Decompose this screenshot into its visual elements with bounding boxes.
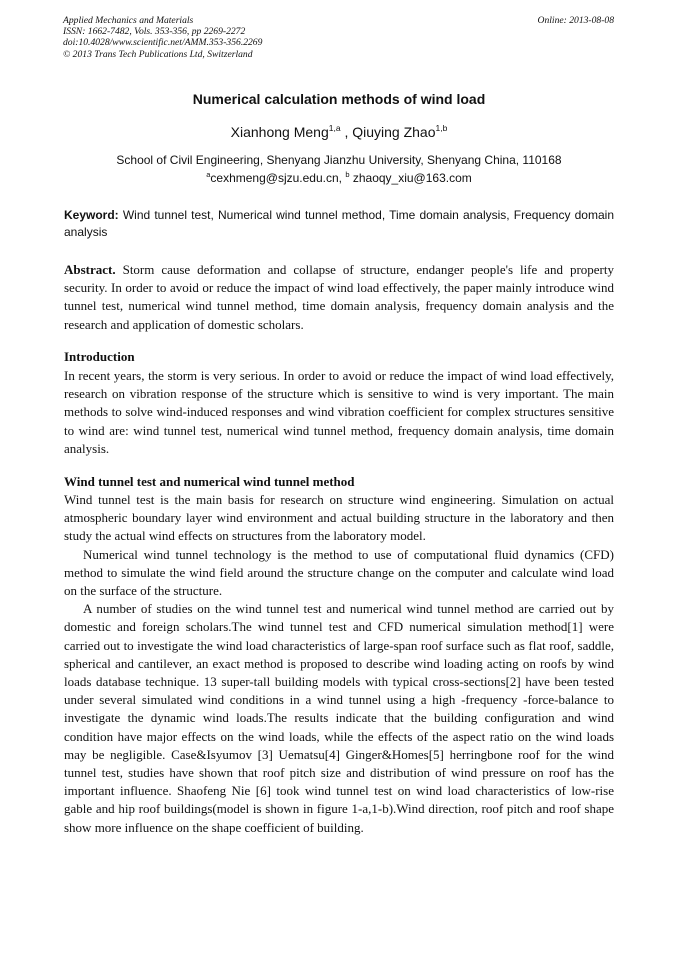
wind-tunnel-paragraph-1: Wind tunnel test is the main basis for research on structure wind engineering. Simulation on actual atmospheric boundary layer wind environment and actual building structure in the laboratory and then study the actual wind effects on structures from the laboratory model. bbox=[64, 492, 614, 544]
abstract-label: Abstract. bbox=[64, 262, 116, 277]
keywords bbox=[64, 207, 614, 241]
section-heading-introduction: Introduction bbox=[64, 349, 135, 364]
affiliation: School of Civil Engineering, Shenyang Jianzhu University, Shenyang China, 110168 bbox=[116, 153, 562, 167]
author-1-affiliation-mark: 1,a bbox=[328, 123, 341, 133]
issn-line: ISSN: 1662-7482, Vols. 353-356, pp 2269-2272 bbox=[63, 26, 246, 38]
keyword-label: Keyword: bbox=[64, 208, 119, 222]
wind-tunnel-paragraph-3: A number of studies on the wind tunnel test and numerical wind tunnel method are carried out by domestic and foreign scholars.The wind tunnel test and CFD numerical simulation method[1] were carried out to investigate the wind load characteristics of large-span roof surface such as flat roof, saddle, spherical and cantilever, an exact method is proposed to describe wind loading acting on roofs by wind loads database technique. 13 super-tall building models with typical cross-sections[2] have been tested under several simulated wind conditions in a wind tunnel using a high -frequency -force-balance to investigate the dynamic wind loads.The results indicate that the building configuration and wind condition have major effects on the wind loads, while the effects of the aspect ratio on the wind loads may be negligible. Case&Isyumov [3] Uematsu[4] Ginger&Homes[5] herringbone roof for the wind tunnel test, studies have shown that roof pitch size and distribution of wind pressure on roof has the important influence. Shaofeng Nie [6] took wind tunnel test on wind load characteristics of low-rise gable and hip roof buildings(model is shown in figure 1-a,1-b).Wind direction, roof pitch and roof shape show more influence on the shape coefficient of building. bbox=[64, 601, 614, 835]
author-1: Xianhong Meng bbox=[230, 124, 329, 140]
online-date bbox=[538, 15, 614, 26]
abstract-text: Storm cause deformation and collapse of structure, endanger people's life and property security. In order to avoid or reduce the impact of wind load effectively, the paper mainly introduce wind tunnel test, numerical wind tunnel method, time domain analysis, frequency domain analysis and the research and application of domestic scholars. bbox=[64, 262, 614, 332]
wind-tunnel-section bbox=[64, 491, 614, 837]
paper-title: Numerical calculation methods of wind load bbox=[192, 91, 486, 107]
author-line bbox=[0, 124, 678, 140]
journal-header bbox=[63, 15, 262, 60]
doi-line[interactable]: doi:10.4028/www.scientific.net/AMM.353-356.2269 bbox=[63, 37, 263, 49]
email-a-mark: a bbox=[206, 170, 211, 179]
copyright-line: © 2013 Trans Tech Publications Ltd, Switzerland bbox=[63, 48, 253, 60]
email-b[interactable]: zhaoqy_xiu@163.com bbox=[352, 171, 472, 185]
wind-tunnel-paragraph-2: Numerical wind tunnel technology is the method to use of computational fluid dynamics (CFD) method to simulate the wind field around the structure change on the computer and calculate wind load on the surface of the structure. bbox=[64, 546, 614, 599]
author-2-affiliation-mark: 1,b bbox=[435, 123, 448, 133]
section-heading-wind-tunnel: Wind tunnel test and numerical wind tunnel method bbox=[64, 474, 355, 489]
introduction-section bbox=[64, 367, 614, 458]
abstract bbox=[64, 261, 614, 334]
introduction-paragraph: In recent years, the storm is very serious. In order to avoid or reduce the impact of wind load effectively, research on vibration response of the structure which is sensitive to wind is very important. The main methods to solve wind-induced responses and wind vibration coefficient for complex structures sensitive to wind are: wind tunnel test, numerical wind tunnel method, frequency domain analysis, time domain analysis. bbox=[64, 368, 614, 456]
email-a[interactable]: cexhmeng@sjzu.edu.cn, bbox=[210, 171, 342, 185]
author-2: Qiuying Zhao bbox=[352, 124, 436, 140]
email-line bbox=[0, 171, 678, 185]
online-date-text: Online: 2013-08-08 bbox=[537, 15, 614, 26]
author-separator: , bbox=[340, 124, 353, 140]
email-b-mark: b bbox=[345, 170, 350, 179]
abstract-paragraph bbox=[64, 261, 614, 334]
keyword-text: Wind tunnel test, Numerical wind tunnel method, Time domain analysis, Frequency domain analysis bbox=[64, 208, 614, 239]
journal-name: Applied Mechanics and Materials bbox=[63, 15, 194, 26]
